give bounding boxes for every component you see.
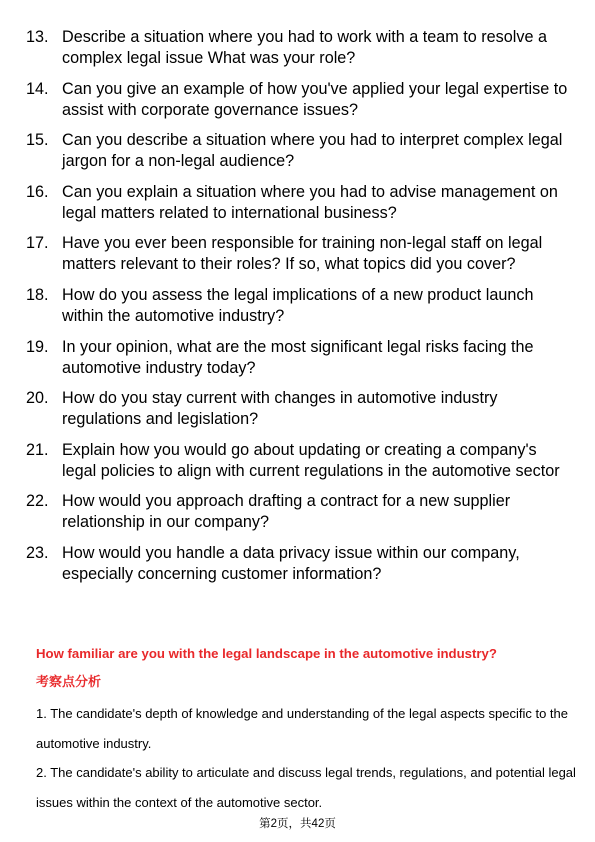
question-item [26, 79, 571, 121]
question-number: 19. [26, 337, 49, 356]
question-text: How would you handle a data privacy issue within our company, especially concerning customer information? [62, 543, 520, 583]
analysis-point: 2. The candidate's ability to articulate and discuss legal trends, regulations, and potential legal issues within the context of the automotive sector. [36, 765, 576, 811]
question-number: 17. [26, 234, 49, 253]
question-text: Explain how you would go about updating or creating a company's legal policies to align with current regulations in the automotive sector [62, 440, 560, 480]
question-text: In your opinion, what are the most significant legal risks facing the automotive industry today? [62, 337, 534, 377]
question-text: How do you stay current with changes in automotive industry regulations and legislation? [62, 389, 498, 429]
question-text: How would you approach drafting a contract for a new supplier relationship in our company? [62, 492, 511, 532]
question-item [26, 440, 571, 482]
question-list [26, 27, 571, 595]
question-item [26, 388, 571, 430]
question-text: Can you give an example of how you've applied your legal expertise to assist with corporate governance issues? [62, 79, 568, 119]
question-item [26, 337, 571, 379]
analysis-points [36, 699, 576, 818]
question-item [26, 491, 571, 533]
question-number: 13. [26, 28, 49, 46]
question-text: Can you explain a situation where you had to advise management on legal matters related to international business? [62, 182, 558, 222]
question-item [26, 182, 571, 224]
question-item [26, 285, 571, 327]
question-number: 16. [26, 182, 49, 201]
section-heading: How familiar are you with the legal landscape in the automotive industry? [36, 646, 497, 661]
question-text: Can you describe a situation where you had to interpret complex legal jargon for a non-legal audience? [62, 131, 563, 171]
question-text: How do you assess the legal implications of a new product launch within the automotive industry? [62, 285, 534, 325]
question-text: Have you ever been responsible for training non-legal staff on legal matters relevant to their roles? If so, what topics did you cover? [62, 234, 543, 274]
question-item [26, 233, 571, 275]
question-number: 18. [26, 285, 49, 304]
question-item [26, 130, 571, 172]
question-number: 14. [26, 79, 49, 98]
question-number: 21. [26, 440, 49, 459]
question-text: Describe a situation where you had to work with a team to resolve a complex legal issue What was your role? [62, 28, 547, 67]
question-number: 23. [26, 543, 49, 562]
question-item [26, 27, 571, 69]
analysis-subheading: 考察点分析 [36, 674, 102, 689]
analysis-point: 1. The candidate's depth of knowledge and understanding of the legal aspects specific to the automotive industry. [36, 706, 568, 751]
question-number: 22. [26, 492, 49, 511]
question-number: 15. [26, 131, 49, 150]
question-item [26, 543, 571, 585]
question-number: 20. [26, 389, 49, 408]
page-footer: 第2页，共42页 [259, 818, 336, 830]
